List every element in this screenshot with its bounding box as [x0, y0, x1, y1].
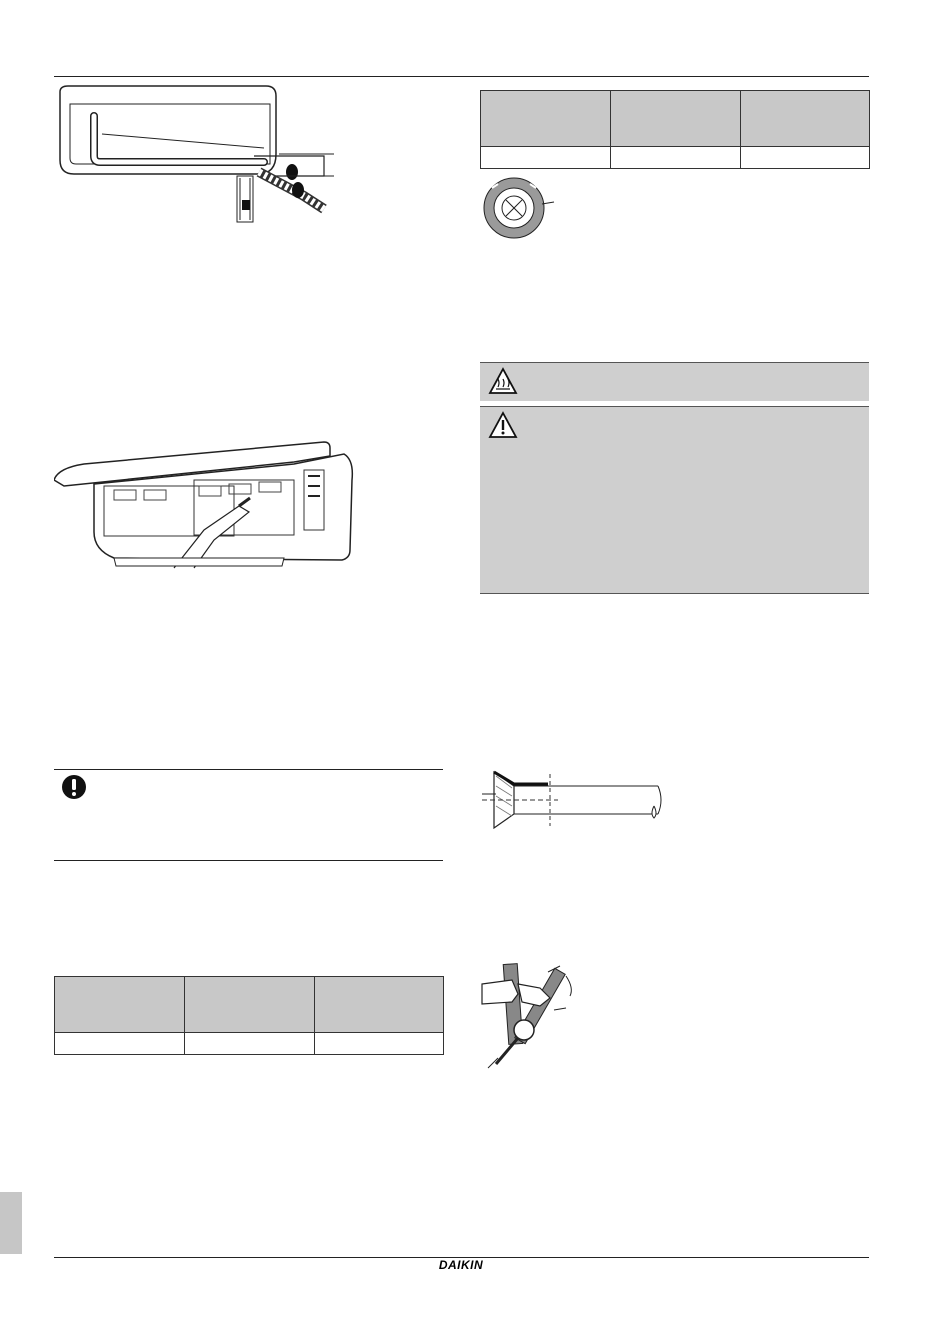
two-wrenches-figure — [478, 958, 588, 1074]
unit-piping-figure — [54, 84, 344, 224]
table-header-cell — [481, 91, 611, 147]
notice-top-rule — [54, 769, 443, 770]
brand-logo: DAIKIN — [438, 1258, 484, 1272]
exclamation-circle-icon — [60, 773, 88, 801]
table-cell — [185, 1033, 315, 1055]
table-cell — [611, 147, 741, 169]
table-header-cell — [185, 977, 315, 1033]
table-cell — [315, 1033, 444, 1055]
table-header-cell — [315, 977, 444, 1033]
header-rule — [54, 76, 869, 77]
notice-bottom-rule — [54, 860, 443, 861]
table-cell — [481, 147, 611, 169]
warning-panel — [480, 406, 869, 594]
table-cell — [55, 1033, 185, 1055]
table-header-cell — [741, 91, 870, 147]
table-cell — [741, 147, 870, 169]
open-unit-figure — [54, 440, 354, 570]
table-header-cell — [611, 91, 741, 147]
section-tab — [0, 1192, 22, 1254]
caution-panel — [480, 362, 869, 401]
pipe-insulation-figure — [478, 176, 558, 240]
warning-triangle-icon — [488, 411, 518, 439]
spec-table-right — [480, 90, 870, 169]
hot-surface-icon — [488, 367, 518, 395]
flare-pipe-figure — [478, 766, 668, 832]
spec-table-left — [54, 976, 444, 1055]
table-header-cell — [55, 977, 185, 1033]
